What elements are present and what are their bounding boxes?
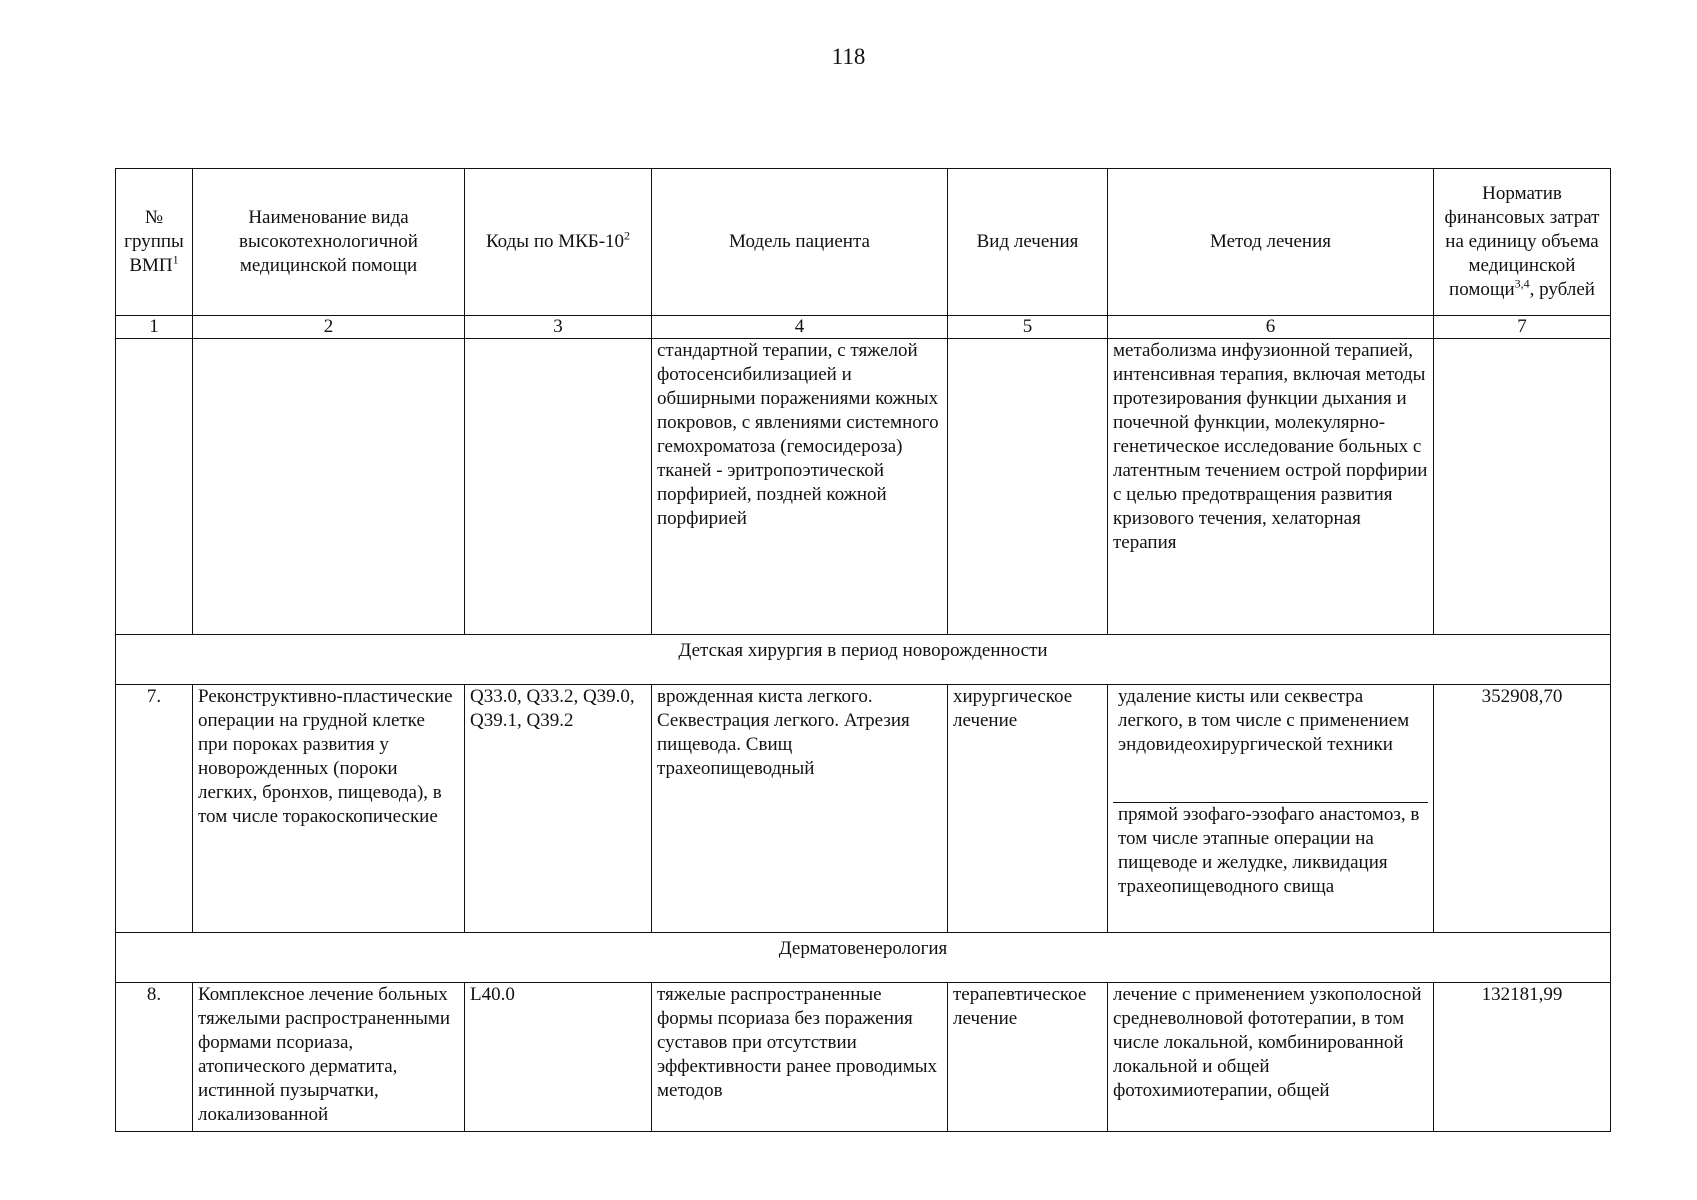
method-item: прямой эзофаго-эзофаго анастомоз, в том числе этапные операции на пищеводе и желудке, ликвидация трахеопищеводного свища bbox=[1118, 804, 1420, 897]
section-header-row bbox=[116, 635, 1611, 685]
section-title: Дерматовенерология bbox=[116, 933, 1611, 983]
cell-name: Реконструктивно-пластические операции на грудной клетке при пороках развития у новорожденных (пороки легких, бронхов, пищевода), в том числе торакоскопические bbox=[193, 685, 465, 933]
cell-cost: 352908,70 bbox=[1434, 685, 1611, 933]
table-row bbox=[116, 685, 1611, 933]
cell-patient-model: стандартной терапии, с тяжелой фотосенсибилизацией и обширными поражениями кожных покровов, с явлениями системного гемохроматоза (гемосидероза) тканей - эритропоэтической порфирией, поздней кожной порфирией bbox=[652, 339, 948, 635]
page-number: 118 bbox=[831, 44, 866, 69]
cell-group bbox=[116, 339, 193, 635]
vmp-table bbox=[115, 168, 1611, 1132]
column-number: 4 bbox=[652, 316, 948, 339]
column-number: 1 bbox=[116, 316, 193, 339]
cell-codes: L40.0 bbox=[465, 983, 652, 1132]
header-care-type-name: Наименование вида высокотехнологичной медицинской помощи bbox=[193, 169, 465, 316]
cell-method bbox=[1108, 685, 1434, 933]
method-item: удаление кисты или секвестра легкого, в том числе с применением эндовидеохирургической техники bbox=[1113, 685, 1428, 803]
header-row bbox=[116, 169, 1611, 316]
column-number: 7 bbox=[1434, 316, 1611, 339]
cell-treatment-type bbox=[948, 339, 1108, 635]
column-number: 3 bbox=[465, 316, 652, 339]
header-cost-standard: Норматив финансовых затрат на единицу объема медицинской помощи$^{3,4}$, рублей bbox=[1434, 169, 1611, 316]
cell-patient-model: тяжелые распространенные формы псориаза без поражения суставов при отсутствии эффективности ранее проводимых методов bbox=[652, 983, 948, 1132]
cell-group: 7. bbox=[116, 685, 193, 933]
column-number: 2 bbox=[193, 316, 465, 339]
header-group-number: № группы ВМП$^1$ bbox=[116, 169, 193, 316]
column-number: 5 bbox=[948, 316, 1108, 339]
column-numbers-row bbox=[116, 316, 1611, 339]
section-header-row bbox=[116, 933, 1611, 983]
continuation-row bbox=[116, 339, 1611, 635]
cell-codes: Q33.0, Q33.2, Q39.0, Q39.1, Q39.2 bbox=[465, 685, 652, 933]
cell-cost: 132181,99 bbox=[1434, 983, 1611, 1132]
cell-patient-model: врожденная киста легкого. Секвестрация легкого. Атрезия пищевода. Свищ трахеопищеводный bbox=[652, 685, 948, 933]
cell-name: Комплексное лечение больных тяжелыми распространенными формами псориаза, атопического дерматита, истинной пузырчатки, локализованной bbox=[193, 983, 465, 1132]
cell-method: метаболизма инфузионной терапией, интенсивная терапия, включая методы протезирования функции дыхания и почечной функции, молекулярно-генетическое исследование больных с латентным течением острой порфирии с целью предотвращения развития кризового течения, хелаторная терапия bbox=[1108, 339, 1434, 635]
cell-name bbox=[193, 339, 465, 635]
cell-treatment-type: хирургическое лечение bbox=[948, 685, 1108, 933]
header-patient-model: Модель пациента bbox=[652, 169, 948, 316]
cell-method: лечение с применением узкополосной средневолновой фототерапии, в том числе локальной, комбинированной локальной и общей фотохимиотерапии, общей bbox=[1108, 983, 1434, 1132]
header-treatment-method: Метод лечения bbox=[1108, 169, 1434, 316]
cell-codes bbox=[465, 339, 652, 635]
cell-treatment-type: терапевтическое лечение bbox=[948, 983, 1108, 1132]
header-icd-codes: Коды по МКБ-$10^2$ bbox=[465, 169, 652, 316]
table-row bbox=[116, 983, 1611, 1132]
cell-cost bbox=[1434, 339, 1611, 635]
header-treatment-type: Вид лечения bbox=[948, 169, 1108, 316]
section-title: Детская хирургия в период новорожденности bbox=[116, 635, 1611, 685]
cell-group: 8. bbox=[116, 983, 193, 1132]
column-number: 6 bbox=[1108, 316, 1434, 339]
